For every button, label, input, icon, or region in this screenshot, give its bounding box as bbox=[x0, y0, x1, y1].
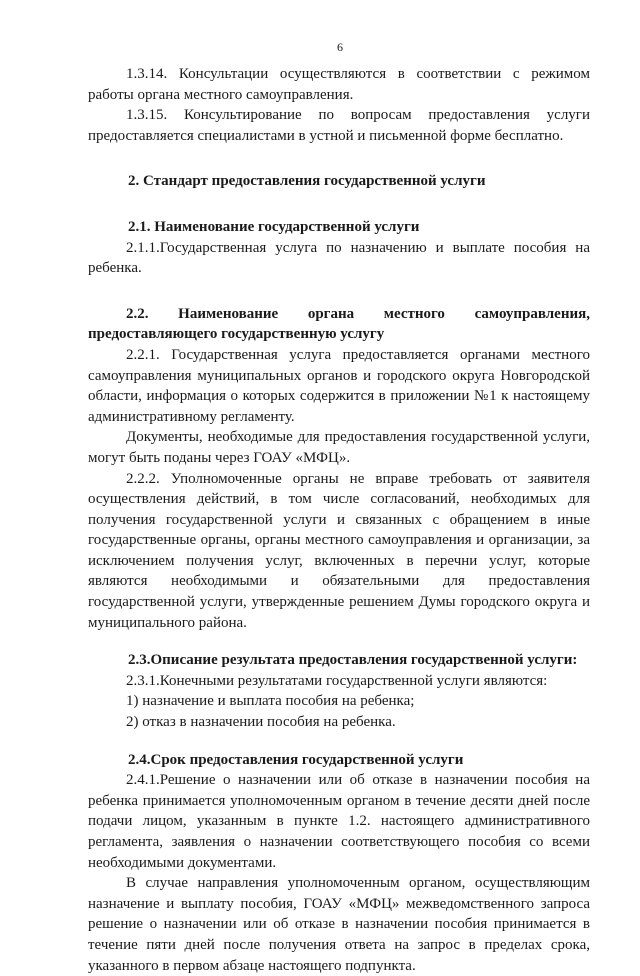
paragraph-1-3-15: 1.3.15. Консультирование по вопросам предоставления услуги предоставляется специалистами в устной и письменной форме бесплатно. bbox=[88, 107, 590, 144]
paragraph-mfc-request: В случае направления уполномоченным органом, осуществляющим назначение и выплату пособия, ГОАУ «МФЦ» межведомственного запроса решение о назначении или об отказе в назначении пособия принимается в течение пяти дней после получения ответа на запрос в пределах срока, указанного в первом абзаце настоящего подпункта. bbox=[88, 875, 590, 974]
paragraph-2-2-2: 2.2.2. Уполномоченные органы не вправе требовать от заявителя осуществления действий, в том числе согласований, необходимых для получения государственной услуги и связанных с обращением в иные государственные органы, органы местного самоуправления и организации, за исключением получения услуг, включенных в перечни услуг, которые являются необходимыми и обязательными для предоставления государственной услуги, утвержденные решением Думы городского округа и муниципального района. bbox=[88, 470, 590, 631]
paragraph-documents-mfc: Документы, необходимые для предоставления государственной услуги, могут быть поданы через ГОАУ «МФЦ». bbox=[88, 429, 590, 466]
section-2-heading: 2. Стандарт предоставления государственной услуги bbox=[128, 173, 486, 190]
heading-word: 2.2. bbox=[126, 305, 149, 322]
heading-word: органа bbox=[307, 305, 355, 322]
paragraph-2-2-1: 2.2.1. Государственная услуга предоставляется органами местного самоуправления муниципальных органов и городского округа Новгородской области, информация о которых содержится в приложении №1 к настоящему административному регламенту. bbox=[88, 346, 590, 425]
section-2-3-heading: 2.3.Описание результата предоставления государственной услуги: bbox=[128, 652, 578, 669]
paragraph-2-1-1: 2.1.1.Государственная услуга по назначению и выплате пособия на ребенка. bbox=[88, 239, 590, 277]
list-item: 1) назначение и выплата пособия на ребенка; bbox=[126, 693, 415, 710]
heading-word: самоуправления, bbox=[474, 305, 590, 322]
list-item: 2) отказ в назначении пособия на ребенка. bbox=[126, 714, 396, 731]
section-2-2-heading-line1 bbox=[88, 304, 590, 325]
section-2-4-heading: 2.4.Срок предоставления государственной услуги bbox=[128, 751, 464, 768]
page-number: 6 bbox=[337, 40, 343, 54]
section-2-1-heading: 2.1. Наименование государственной услуги bbox=[128, 218, 420, 235]
document-body bbox=[88, 64, 590, 976]
heading-word: местного bbox=[383, 305, 445, 322]
heading-word: Наименование bbox=[178, 305, 279, 322]
paragraph-2-4-1: 2.4.1.Решение о назначении или об отказе в назначении пособия на ребенка принимается уполномоченным органом в течение десяти дней после подачи лицом, указанным в пункте 1.2. настоящего административного регламента, заявления о назначении соответствующего пособия со всеми необходимыми документами. bbox=[88, 772, 590, 871]
paragraph-2-3-1: 2.3.1.Конечными результатами государственной услуги являются: bbox=[126, 672, 548, 689]
section-2-2-heading-line2: предоставляющего государственную услугу bbox=[88, 326, 385, 343]
paragraph-1-3-14: 1.3.14. Консультации осуществляются в соответствии с режимом работы органа местного самоуправления. bbox=[88, 66, 590, 103]
